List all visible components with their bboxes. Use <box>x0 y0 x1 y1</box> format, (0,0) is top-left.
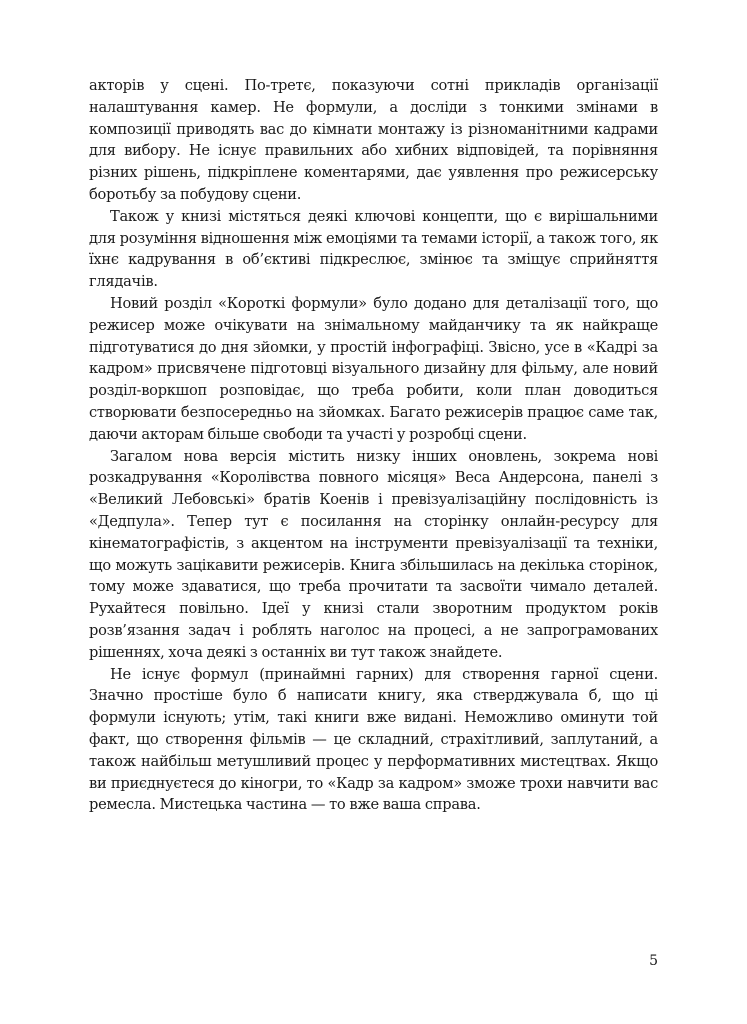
body-text <box>89 75 658 816</box>
paragraph-3: Новий розділ «Короткі формули» було додано для деталізації того, що режисер може очікувати на знімальному майданчику та як найкраще підготуватися до дня зйомки, у простій інфографіці. Звісно, усе в «Кадрі за кадром» присвячене підготовці візуального дизайну для фільму, але новий розділ-воркшоп розповідає, що треба робити, коли план доводиться створювати безпосередньо на зйомках. Багато режисерів працює саме так, даючи акторам більше свободи та участі у розробці сцени. <box>89 294 658 443</box>
paragraph-2: Також у книзі містяться деякі ключові концепти, що є вирішальними для розуміння відношення між емоціями та темами історії, а також того, як їхнє кадрування в об’єктиві підкреслює, змінює та зміщує сприйняття глядачів. <box>89 207 658 291</box>
paragraph-1: акторів у сцені. По-третє, показуючи сотні прикладів організації налаштування камер. Не формули, а досліди з тонкими змінами в композиції приводять вас до кімнати монтажу із різноманітними кадрами для вибору. Не існує правильних або хибних відповідей, та порівняння різних рішень, підкріплене коментарями, дає уявлення про режисерську боротьбу за побудову сцени. <box>89 77 658 203</box>
paragraph-4: Загалом нова версія містить низку інших оновлень, зокрема нові розкадрування «Королівства повного місяця» Веса Андерсона, панелі з «Великий Лебовські» братів Коенів і превізуалізаційну послідовність із «Дедпула». Тепер тут є посилання на сторінку онлайн-ресурсу для кінематографістів, з акцентом на інструменти превізуалізації та техніки, що можуть зацікавити режисерів. Книга збільшилась на декілька сторінок, тому може здаватися, що треба прочитати та засвоїти чимало деталей. Рухайтеся повільно. Ідеї у книзі стали зворотним продуктом років розв’язання задач і роблять наголос на процесі, а не запрограмованих рішеннях, хоча деякі з останніх ви тут також знайдете. <box>89 447 658 661</box>
paragraph-5: Не існує формул (принаймні гарних) для створення гарної сцени. Значно простіше було б написати книгу, яка стверджувала б, що ці формули існують; утім, такі книги вже видані. Неможливо оминути той факт, що створення фільмів — це складний, страхітливий, заплутаний, а також найбільш метушливий процес у перформативних мистецтвах. Якщо ви приєднуєтеся до кіногри, то «Кадр за кадром» зможе трохи навчити вас ремесла. Мистецька частина — то вже ваша справа. <box>89 665 658 814</box>
page-number: 5 <box>649 953 658 969</box>
